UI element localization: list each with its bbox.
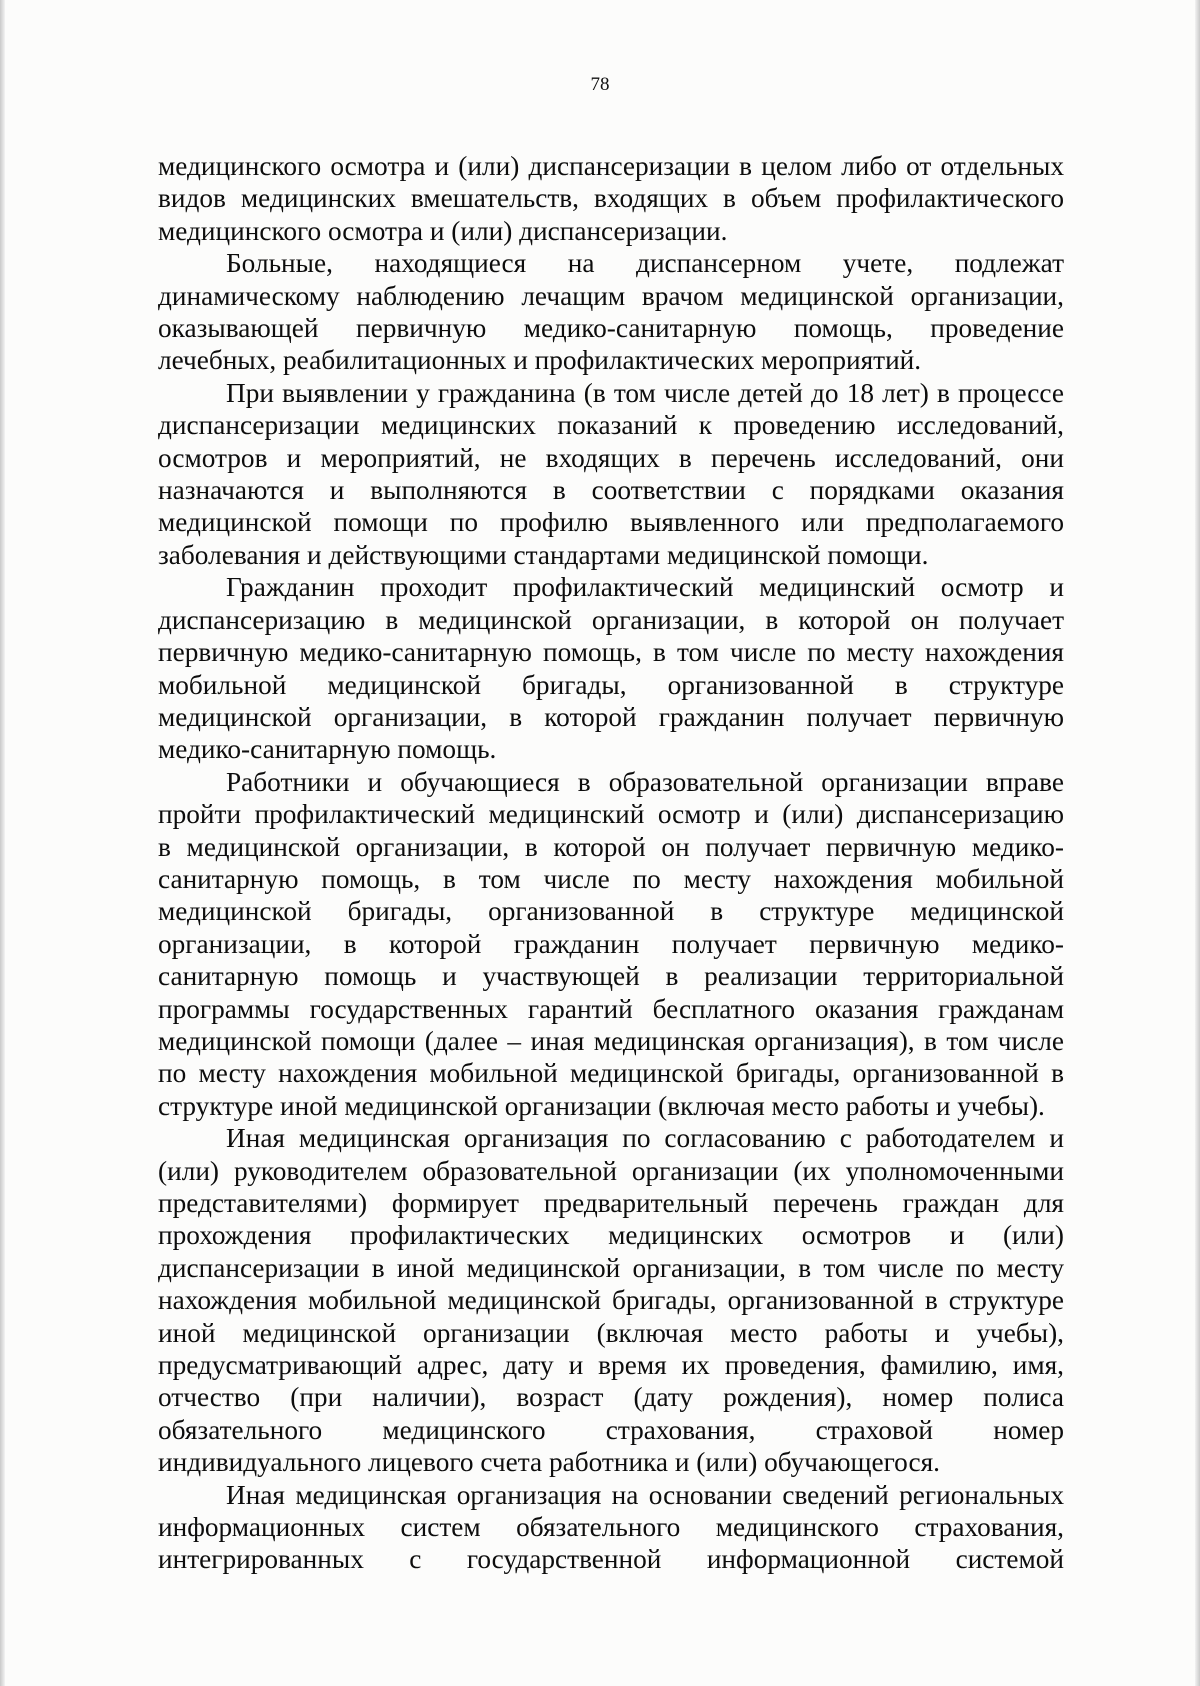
text-line: (или) руководителем образовательной организации (их уполномоченными [158,1155,1064,1186]
text-line: заболевания и действующими стандартами медицинской помощи. [158,539,929,570]
text-line: медицинской помощи по профилю выявленного или предполагаемого [158,507,1064,538]
text-line: Иная медицинская организация на основании сведений региональных [226,1479,1064,1510]
text-line: видов медицинских вмешательств, входящих в объем профилактического [158,183,1064,214]
paragraph [158,247,1064,377]
text-line: медицинской помощи (далее – иная медицинская организация), в том числе [158,1025,1064,1056]
text-line: диспансеризацию в медицинской организации, в которой он получает [158,604,1064,635]
text-line: диспансеризации медицинских показаний к проведению исследований, [158,410,1064,441]
text-line: обязательного медицинского страхования, страховой номер [158,1414,1064,1445]
text-line: нахождения мобильной медицинской бригады, организованной в структуре [158,1285,1064,1316]
text-line: назначаются и выполняются в соответствии с порядками оказания [158,475,1064,506]
text-line: первичную медико-санитарную помощь, в том числе по месту нахождения [158,637,1064,668]
paragraph [158,1479,1064,1576]
text-line: по месту нахождения мобильной медицинской бригады, организованной в [158,1058,1064,1089]
text-line: представителями) формирует предварительный перечень граждан для [158,1188,1064,1218]
text-line: медицинской организации, в которой гражданин получает первичную [158,701,1064,732]
text-line: иной медицинской организации (включая место работы и учебы), [158,1317,1064,1348]
text-line: организации, в которой гражданин получает первичную медико- [158,928,1064,959]
paragraph [158,766,1064,1122]
text-line: санитарную помощь и участвующей в реализации территориальной [158,961,1064,992]
text-line: медицинского осмотра и (или) диспансеризации в целом либо от отдельных [158,151,1064,181]
text-line: в медицинской организации, в которой он получает первичную медико- [158,831,1064,862]
document-body [158,150,1064,1576]
text-line: интегрированных с государственной информационной системой [158,1544,1064,1575]
page-number: 78 [590,74,610,95]
text-line: прохождения профилактических медицинских осмотров и (или) [158,1220,1064,1251]
text-line: индивидуального лицевого счета работника и (или) обучающегося. [158,1447,940,1478]
text-line: структуре иной медицинской организации (включая место работы и учебы). [158,1090,1045,1121]
text-line: осмотров и мероприятий, не входящих в перечень исследований, они [158,442,1064,473]
text-line: информационных систем обязательного медицинского страхования, [158,1512,1064,1543]
text-line: лечебных, реабилитационных и профилактических мероприятий. [158,345,922,376]
text-line: Работники и обучающиеся в образовательной организации вправе [226,766,1064,797]
text-line: медицинской бригады, организованной в структуре медицинской [158,896,1064,927]
text-line: Больные, находящиеся на диспансерном учете, подлежат [226,248,1064,279]
text-line: оказывающей первичную медико-санитарную помощь, проведение [158,313,1064,344]
text-line: При выявлении у гражданина (в том числе детей до 18 лет) в процессе [226,377,1064,408]
paragraph [158,150,1064,247]
text-line: отчество (при наличии), возраст (дату рождения), номер полиса [158,1382,1064,1413]
text-line: программы государственных гарантий бесплатного оказания гражданам [158,993,1064,1024]
text-line: медицинского осмотра и (или) диспансеризации. [158,215,728,246]
text-line: Гражданин проходит профилактический медицинский осмотр и [226,572,1064,603]
text-line: динамическому наблюдению лечащим врачом медицинской организации, [158,280,1064,311]
text-line: диспансеризации в иной медицинской организации, в том числе по месту [158,1252,1064,1283]
scan-edge-left [0,0,5,1686]
paragraph [158,377,1064,571]
text-line: санитарную помощь, в том числе по месту нахождения мобильной [158,863,1064,894]
text-line: медико-санитарную помощь. [158,734,497,765]
paragraph [158,1122,1064,1478]
text-line: предусматривающий адрес, дату и время их проведения, фамилию, имя, [158,1350,1064,1381]
text-line: Иная медицинская организация по согласованию с работодателем и [226,1123,1064,1154]
scan-edge-right [1195,0,1200,1686]
text-line: пройти профилактический медицинский осмотр и (или) диспансеризацию [158,799,1064,830]
text-line: мобильной медицинской бригады, организованной в структуре [158,669,1064,700]
paragraph [158,571,1064,765]
